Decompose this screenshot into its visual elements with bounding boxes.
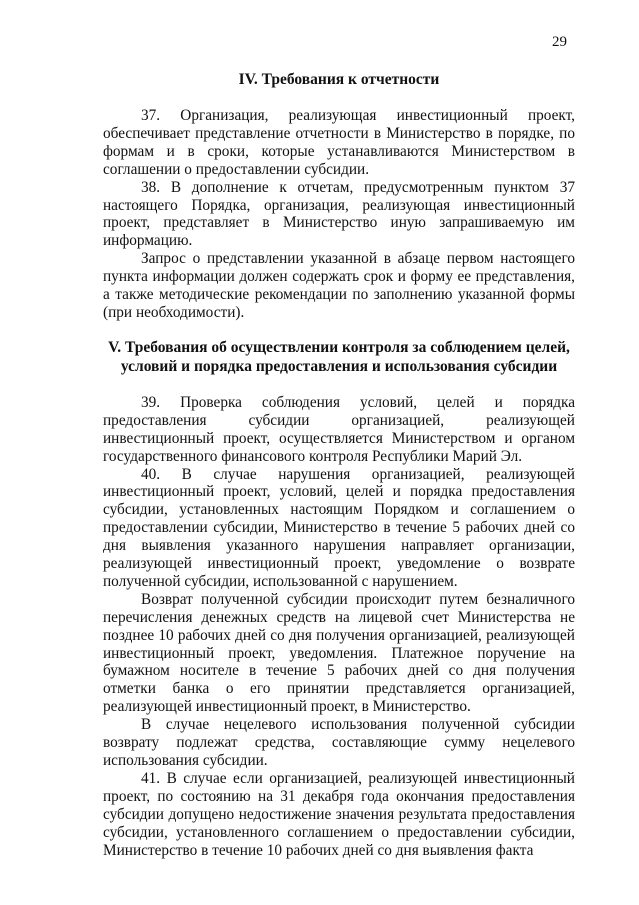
- paragraph-38: 38. В дополнение к отчетам, предусмотренным пунктом 37 настоящего Порядка, организация, реализующая инвестиционный проект, представляет в Министерство иную запрашиваемую им информацию.: [103, 178, 575, 250]
- paragraph-40: 40. В случае нарушения организацией, реализующей инвестиционный проект, условий, целей и порядка предоставления субсидии, установленных настоящим Порядком и соглашением о предоставлении субсидии, Министерство в течение 5 рабочих дней со дня выявления указанного нарушения направляет организации, реализующей инвестиционный проект, уведомление о возврате полученной субсидии, использованной с нарушением.: [103, 465, 575, 590]
- paragraph-38-request: Запрос о представлении указанной в абзаце первом настоящего пункта информации должен содержать срок и форму ее представления, а также методические рекомендации по заполнению указанной формы (при необходимости).: [103, 250, 575, 321]
- paragraph-37: 37. Организация, реализующая инвестиционный проект, обеспечивает представление отчетности в Министерство в порядке, по формам и в сроки, которые устанавливаются Министерством в соглашении о предоставлении субсидии.: [103, 107, 575, 178]
- paragraph-40-misuse: В случае нецелевого использования полученной субсидии возврату подлежат средства, составляющие сумму нецелевого использования субсидии.: [103, 716, 575, 769]
- document-body: [103, 70, 575, 859]
- paragraph-40-refund: Возврат полученной субсидии происходит путем безналичного перечисления денежных средств на лицевой счет Министерства не позднее 10 рабочих дней со дня получения организацией, реализующей инвестиционный проект, уведомления. Платежное поручение на бумажном носителе в течение 5 рабочих дней со дня получения отметки банка о его принятии представляется организацией, реализующей инвестиционный проект, в Министерство.: [103, 590, 575, 716]
- paragraph-41: 41. В случае если организацией, реализующей инвестиционный проект, по состоянию на 31 декабря года окончания предоставления субсидии допущено недостижение значения результата предоставления субсидии, установленного соглашением о предоставлении субсидии, Министерство в течение 10 рабочих дней со дня выявления факта: [103, 769, 575, 859]
- section-heading-reporting: IV. Требования к отчетности: [238, 71, 440, 88]
- paragraph-39: 39. Проверка соблюдения условий, целей и порядка предоставления субсидии организацией, реализующей инвестиционный проект, осуществляется Министерством и органом государственного финансового контроля Республики Марий Эл.: [103, 393, 575, 465]
- page-number: 29: [552, 34, 567, 50]
- section-heading-control: V. Требования об осуществлении контроля за соблюдением целей, условий и порядка предоставления и использования субсидии: [108, 338, 570, 375]
